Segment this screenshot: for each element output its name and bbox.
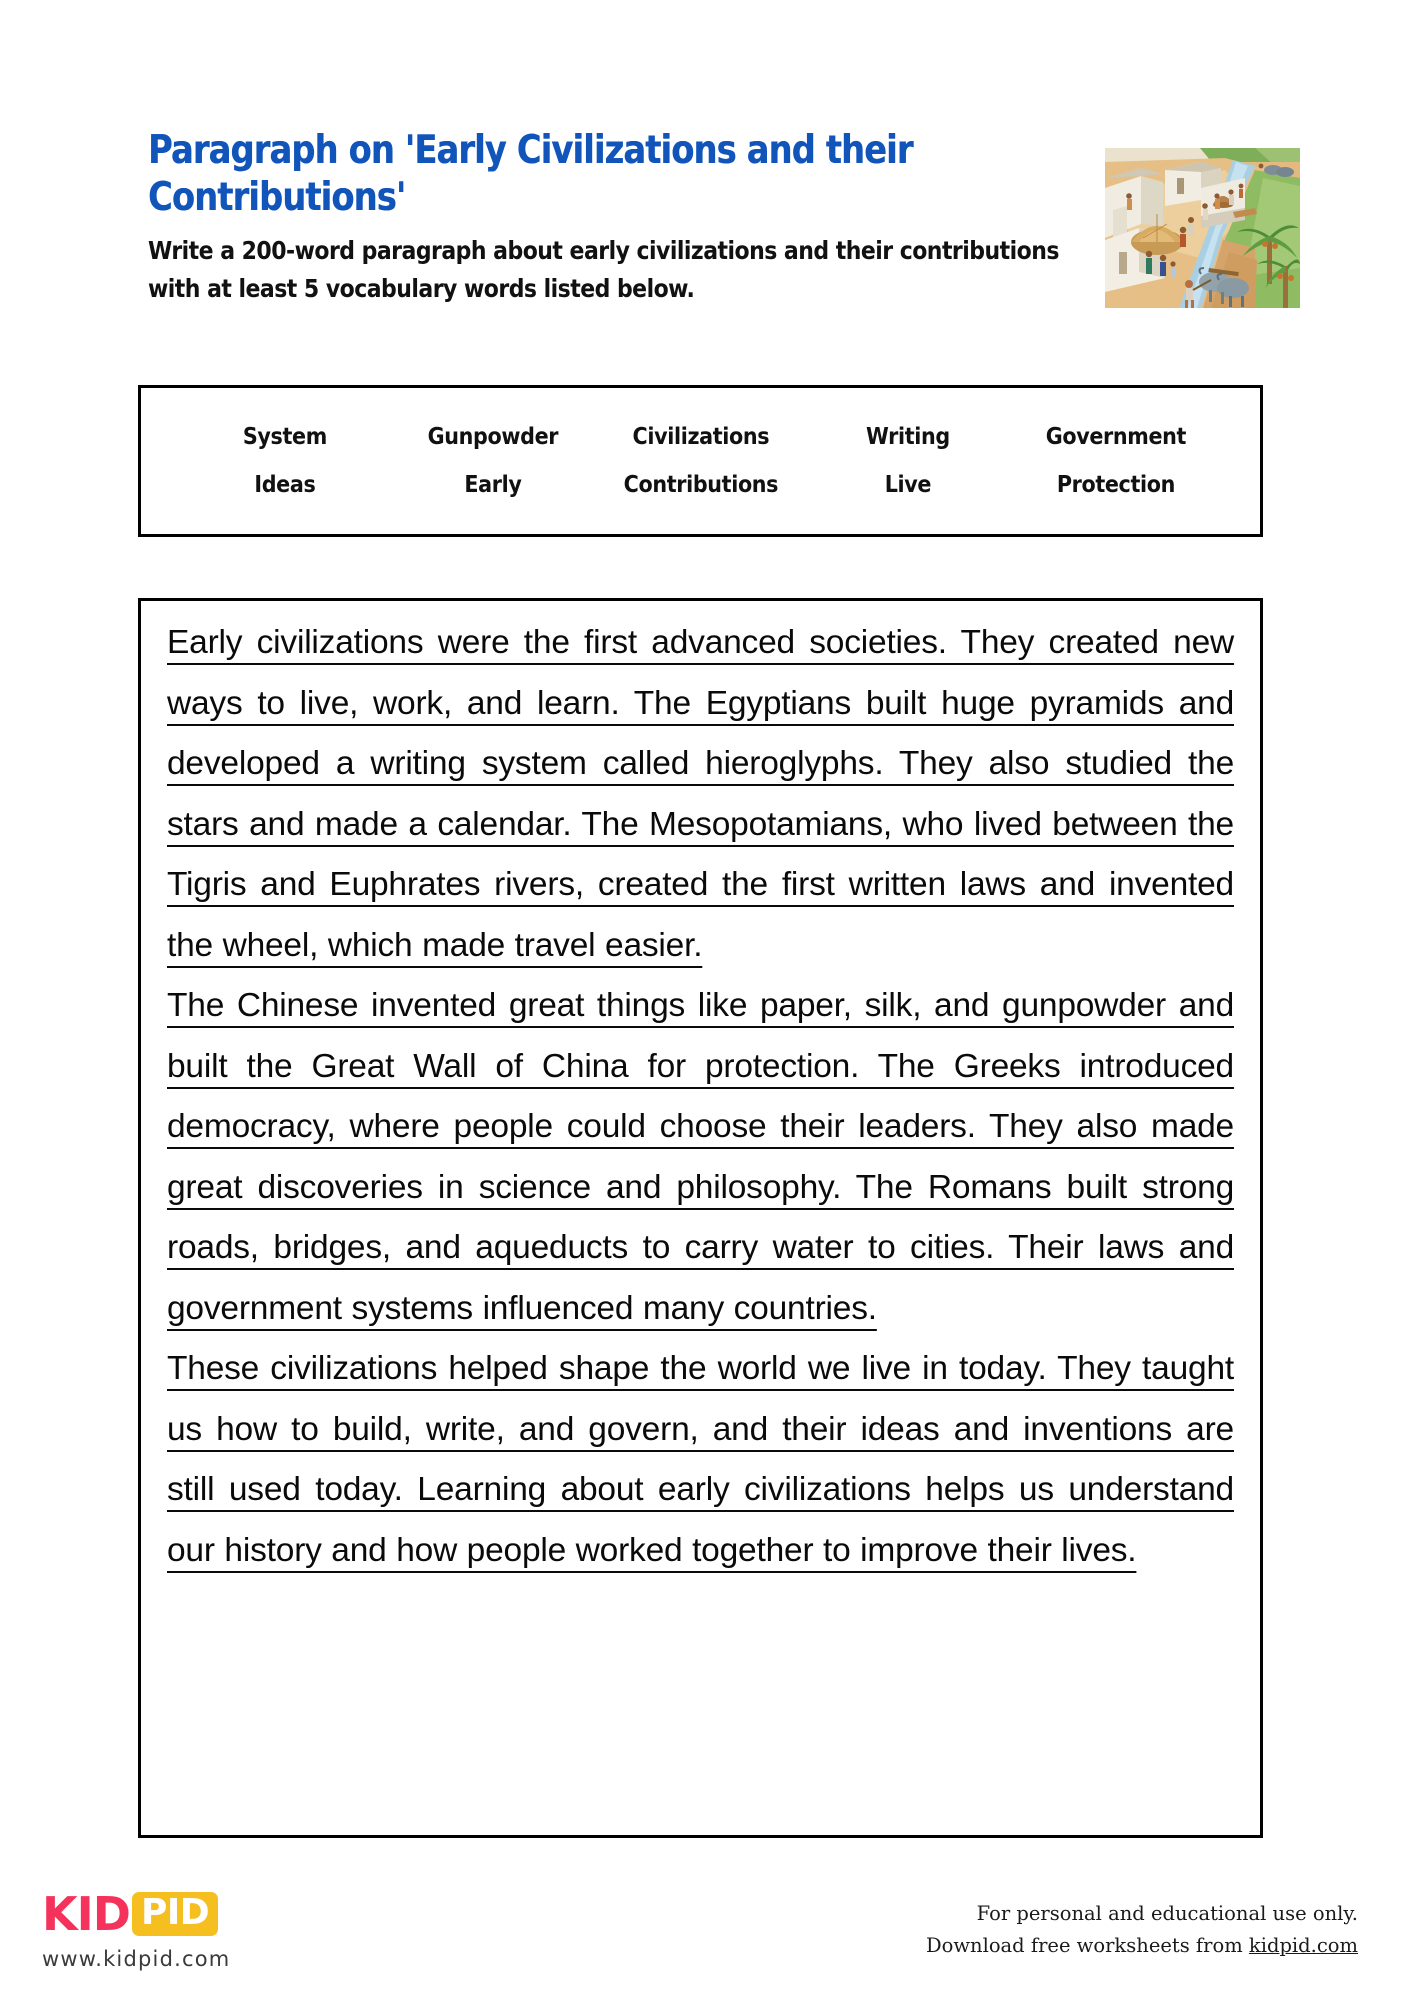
header-row [148, 128, 1268, 309]
logo-mark [42, 1888, 230, 1940]
page-footer [0, 1880, 1414, 2000]
vocab-word: Gunpowder [427, 424, 558, 450]
answer-writing-area[interactable] [138, 598, 1263, 1838]
vocab-word: Ideas [254, 472, 316, 498]
logo-kid-text: KID [42, 1887, 130, 1941]
header-text-block [148, 128, 1108, 309]
vocab-word: Civilizations [632, 424, 769, 450]
logo-pid-badge [132, 1892, 218, 1936]
vocab-word: Government [1045, 424, 1187, 450]
answer-paragraph-3: These civilizations helped shape the world we live in today. They taught us how to build, write, and govern, and their ideas and inventions are still used today. Learning about early civilizations helps us understand our history and how people worked together to improve their lives. [167, 1350, 1234, 1569]
kidpid-logo[interactable] [42, 1888, 230, 1971]
footer-usage-note [926, 1898, 1358, 1962]
vocab-word: Contributions [623, 472, 778, 498]
footer-note-prefix: Download free worksheets from [925, 1934, 1249, 1958]
vocab-word: Live [885, 472, 932, 498]
kidpid-link[interactable]: kidpid.com [1248, 1934, 1358, 1958]
vocabulary-row-2 [141, 472, 1260, 498]
logo-website-url: www.kidpid.com [42, 1947, 231, 1971]
answer-paragraph-2: The Chinese invented great things like paper, silk, and gunpowder and built the Great Wall of China for protection. The Greeks introduced democracy, where people could choose their leaders. They also made great discoveries in science and philosophy. The Romans built strong roads, bridges, and aqueducts to carry water to cities. Their laws and government systems influenced many countries. [167, 987, 1234, 1327]
worksheet-header [148, 128, 1268, 309]
civilization-illustration-image [1105, 148, 1300, 308]
illustration-svg [1105, 148, 1300, 308]
footer-note-line-1: For personal and educational use only. [976, 1902, 1358, 1925]
vocabulary-word-bank [138, 385, 1263, 537]
vocab-word: System [242, 424, 327, 450]
page-title: Paragraph on 'Early Civilizations and their Contributions' [148, 128, 913, 220]
logo-pid-text: PID [140, 1892, 210, 1933]
vocab-word: Protection [1057, 472, 1176, 498]
footer-note-line-2 [926, 1930, 1358, 1962]
answer-paragraph-1: Early civilizations were the first advanced societies. They created new ways to live, work, and learn. The Egyptians built huge pyramids and developed a writing system called hieroglyphs. They also studied the stars and made a calendar. The Mesopotamians, who lived between the Tigris and Euphrates rivers, created the first written laws and invented the wheel, which made travel easier. [167, 624, 1234, 964]
instruction-text: Write a 200-word paragraph about early civilizations and their contributions with at least 5 vocabulary words listed below. [148, 235, 1059, 304]
vocabulary-row-1 [141, 424, 1260, 450]
vocab-word: Early [464, 472, 522, 498]
vocab-word: Writing [866, 424, 951, 450]
